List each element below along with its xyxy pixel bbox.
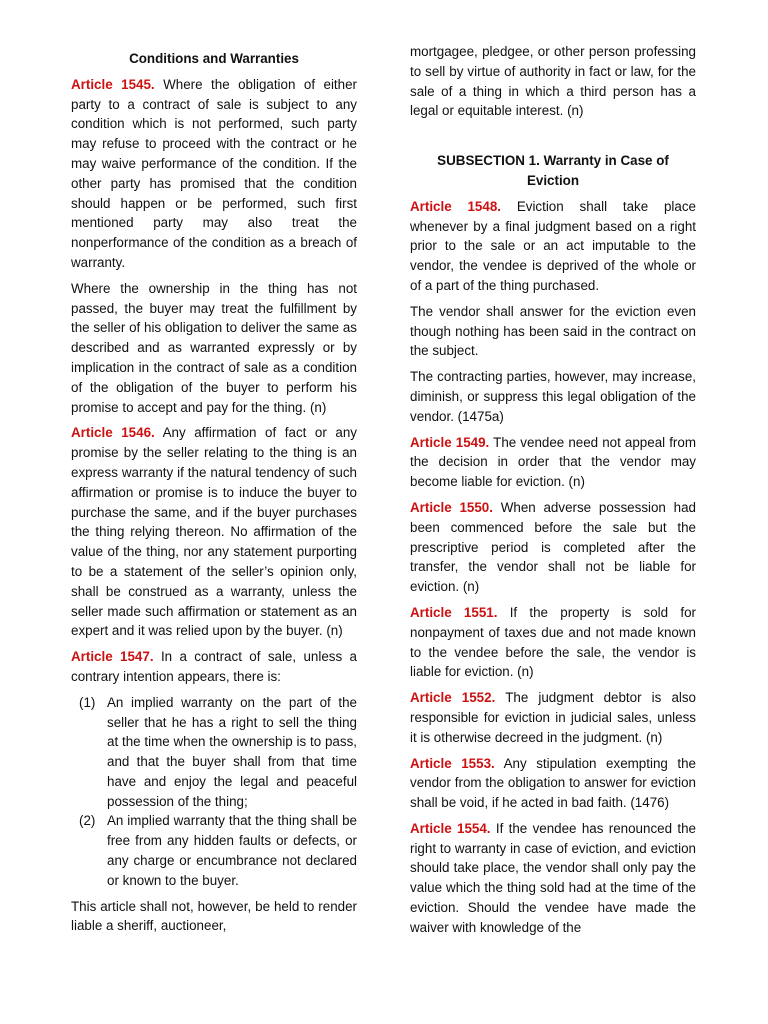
list-item-text: An implied warranty that the thing shall be free from any hidden faults or defects, or any charge or encumbrance not declared or known to the buyer. [107, 813, 357, 888]
article-1548-paragraph: The contracting parties, however, may increase, diminish, or suppress this legal obligation of the vendor. (1475a) [410, 369, 696, 424]
article-text: If the property is sold for nonpayment of taxes due and not made known to the vendee before the sale, the vendor is liable for eviction. (n) [410, 604, 696, 680]
article-label: Article 1550. [410, 499, 493, 515]
article-text: In a contract of sale, unless a contrary intention appears, there is: [71, 649, 357, 684]
article-label: Article 1546. [71, 425, 155, 441]
article-text: Where the obligation of either party to a contract of sale is subject to any condition which is not performed, such party may refuse to proceed with the contract or he may waive performance of the condition. If the other party has promised that the condition should happen or be performed, such first mentioned party may also treat the nonperformance of the condition as a breach of warranty. [71, 76, 358, 270]
article-1547 [71, 647, 357, 687]
left-column [71, 42, 357, 942]
article-label: Article 1552. [410, 690, 496, 706]
list-item [71, 811, 357, 890]
article-label: Article 1545. [71, 76, 155, 92]
article-1548-paragraph: The vendor shall answer for the eviction even though nothing has been said in the contract on the subject. [410, 303, 696, 359]
article-text: The judgment debtor is also responsible for eviction in judicial sales, unless it is otherwise decreed in the judgment. (n) [410, 690, 697, 745]
article-1551 [410, 603, 696, 682]
article-1552 [410, 688, 696, 747]
article-1550 [410, 498, 696, 597]
article-1549 [410, 433, 696, 492]
list-item-number: (1) [79, 694, 96, 710]
article-1546 [71, 423, 357, 641]
article-1554 [410, 819, 696, 938]
article-1545-paragraph: Where the ownership in the thing has not passed, the buyer may treat the fulfillment by the seller of his obligation to deliver the same as described and as warranted expressly or by implication in the contract of sale as a condition of the obligation of the buyer to perform his promise to accept and pay for the thing. (n) [71, 280, 357, 415]
article-label: Article 1551. [410, 604, 498, 620]
section-heading: Conditions and Warranties [129, 51, 299, 66]
article-1545 [71, 75, 357, 273]
warranty-list [71, 693, 357, 891]
article-1547-paragraph: This article shall not, however, be held to render liable a sheriff, auctioneer, [71, 898, 357, 934]
article-text: Any affirmation of fact or any promise by the seller relating to the thing is an express warranty if the natural tendency of such affirmation or promise is to induce the buyer to purchase the same, and if the buyer purchases the thing relying thereon. No affirmation of the value of the thing, nor any statement purporting to be a statement of the seller’s opinion only, shall be construed as a warranty, unless the seller made such affirmation or statement as an expert and it was relied upon by the buyer. (n) [71, 425, 357, 639]
list-item [71, 693, 357, 812]
list-item-text: An implied warranty on the part of the seller that he has a right to sell the thing at the time when the ownership is to pass, and that the buyer shall from that time have and enjoy the legal and peaceful possession of the thing; [107, 694, 357, 809]
article-text: If the vendee has renounced the right to warranty in case of eviction, and eviction should take place, the vendor shall only pay the value which the thing sold had at the time of the eviction. Should the vendee have made the waiver with knowledge of the [410, 820, 696, 935]
article-text: Any stipulation exempting the vendor from the obligation to answer for eviction shall be void, if he acted in bad faith. (1476) [410, 755, 697, 811]
article-text: The vendee need not appeal from the decision in order that the vendor may become liable for eviction. (n) [410, 434, 696, 490]
article-label: Article 1553. [410, 755, 495, 771]
subsection-heading: SUBSECTION 1. Warranty in Case of Eviction [437, 153, 669, 188]
article-text: Eviction shall take place whenever by a final judgment based on a right prior to the sale or an act imputable to the vendor, the vendee is deprived of the whole or of a part of the thing purchased. [410, 198, 696, 293]
article-1548 [410, 197, 696, 296]
article-1553 [410, 754, 696, 813]
list-item-number: (2) [79, 813, 96, 829]
article-label: Article 1548. [410, 198, 501, 214]
article-label: Article 1549. [410, 434, 490, 450]
right-column [410, 42, 696, 944]
article-label: Article 1554. [410, 820, 491, 836]
article-text: When adverse possession had been commenced before the sale but the prescriptive period is completed after the transfer, the vendor shall not be liable for eviction. (n) [410, 499, 696, 595]
continued-paragraph: mortgagee, pledgee, or other person professing to sell by virtue of authority in fact or law, for the sale of a thing in which a third person has a legal or equitable interest. (n) [410, 44, 696, 119]
article-label: Article 1547. [71, 649, 154, 665]
